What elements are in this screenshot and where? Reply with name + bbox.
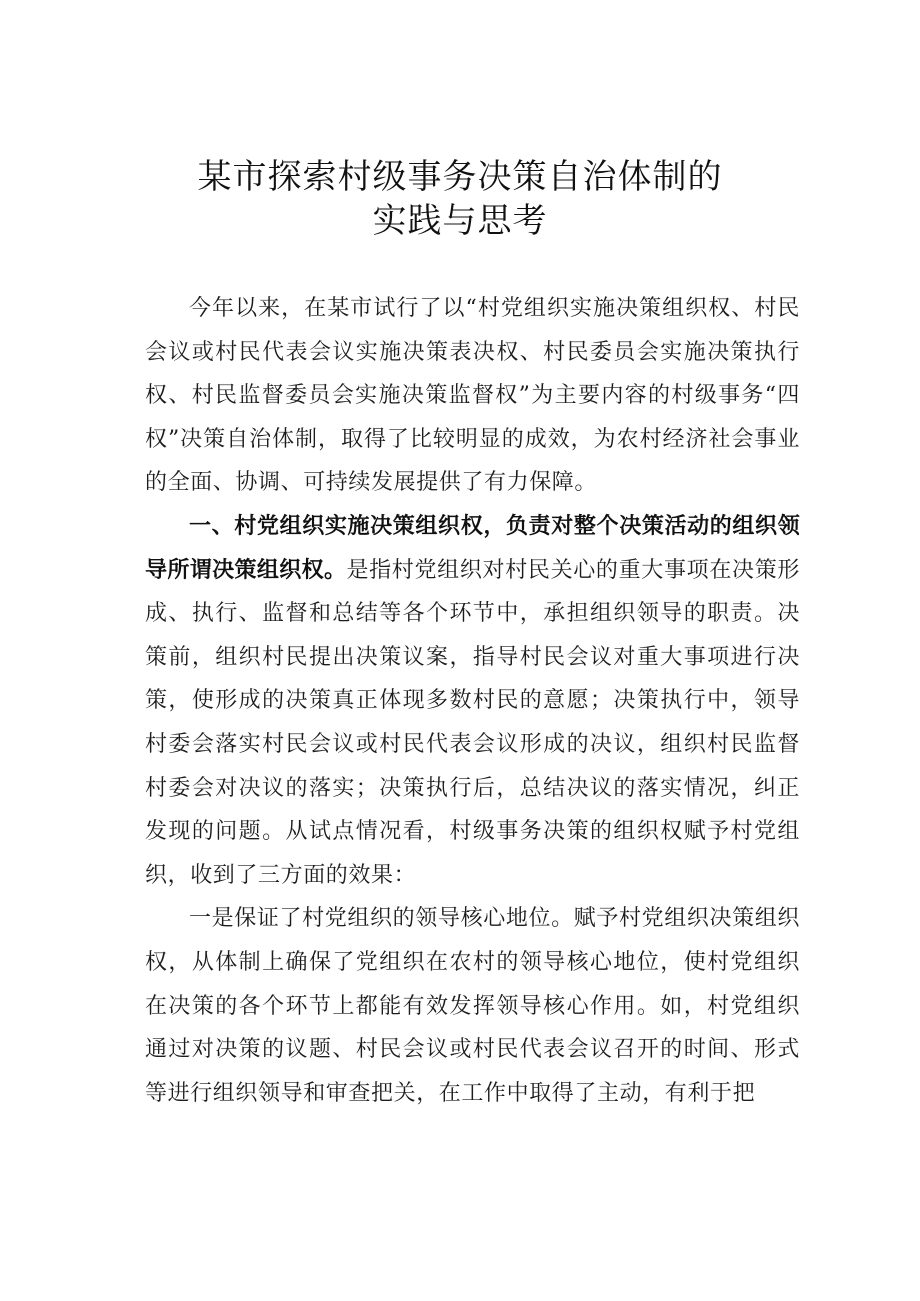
paragraph-section-1-text: 是指村党组织对村民关心的重大事项在决策形成、执行、监督和总结等各个环节中，承担组织领导的职责。决策前，组织村民提出决策议案，指导村民会议对重大事项进行决策，使形成的决策真正体现多数村民的意愿；决策执行中，领导村委会落实村民会议或村民代表会议形成的决议，组织村民监督村委会对决议的落实；决策执行后，总结决议的落实情况，纠正发现的问题。从试点情况看，村级事务决策的组织权赋予村党组织，收到了三方面的效果： <box>145 557 800 888</box>
document-title-line-1: 某市探索村级事务决策自治体制的 <box>197 157 723 197</box>
paragraph-intro <box>145 287 800 505</box>
document-title-line-2: 实践与思考 <box>372 201 548 241</box>
paragraph-intro-text: 今年以来，在某市试行了以“村党组织实施决策组织权、村民会议或村民代表会议实施决策表决权、村民委员会实施决策执行权、村民监督委员会实施决策监督权”为主要内容的村级事务“四权”决策自治体制，取得了比较明显的成效，为农村经济社会事业的全面、协调、可持续发展提供了有力保障。 <box>145 296 800 496</box>
section-1-heading: 一、村党组织实施决策组织权，负责对整个决策活动的组织领导所谓决策组织权。 <box>145 513 800 583</box>
paragraph-point-1-text: 一是保证了村党组织的领导核心地位。赋予村党组织决策组织权，从体制上确保了党组织在农村的领导核心地位，使村党组织在决策的各个环节上都能有效发挥领导核心作用。如，村党组织通过对决策的议题、村民会议或村民代表会议召开的时间、形式等进行组织领导和审查把关，在工作中取得了主动，有利于把 <box>145 906 800 1106</box>
document-body <box>145 287 800 1115</box>
paragraph-section-1 <box>145 505 800 897</box>
paragraph-point-1 <box>145 897 800 1115</box>
